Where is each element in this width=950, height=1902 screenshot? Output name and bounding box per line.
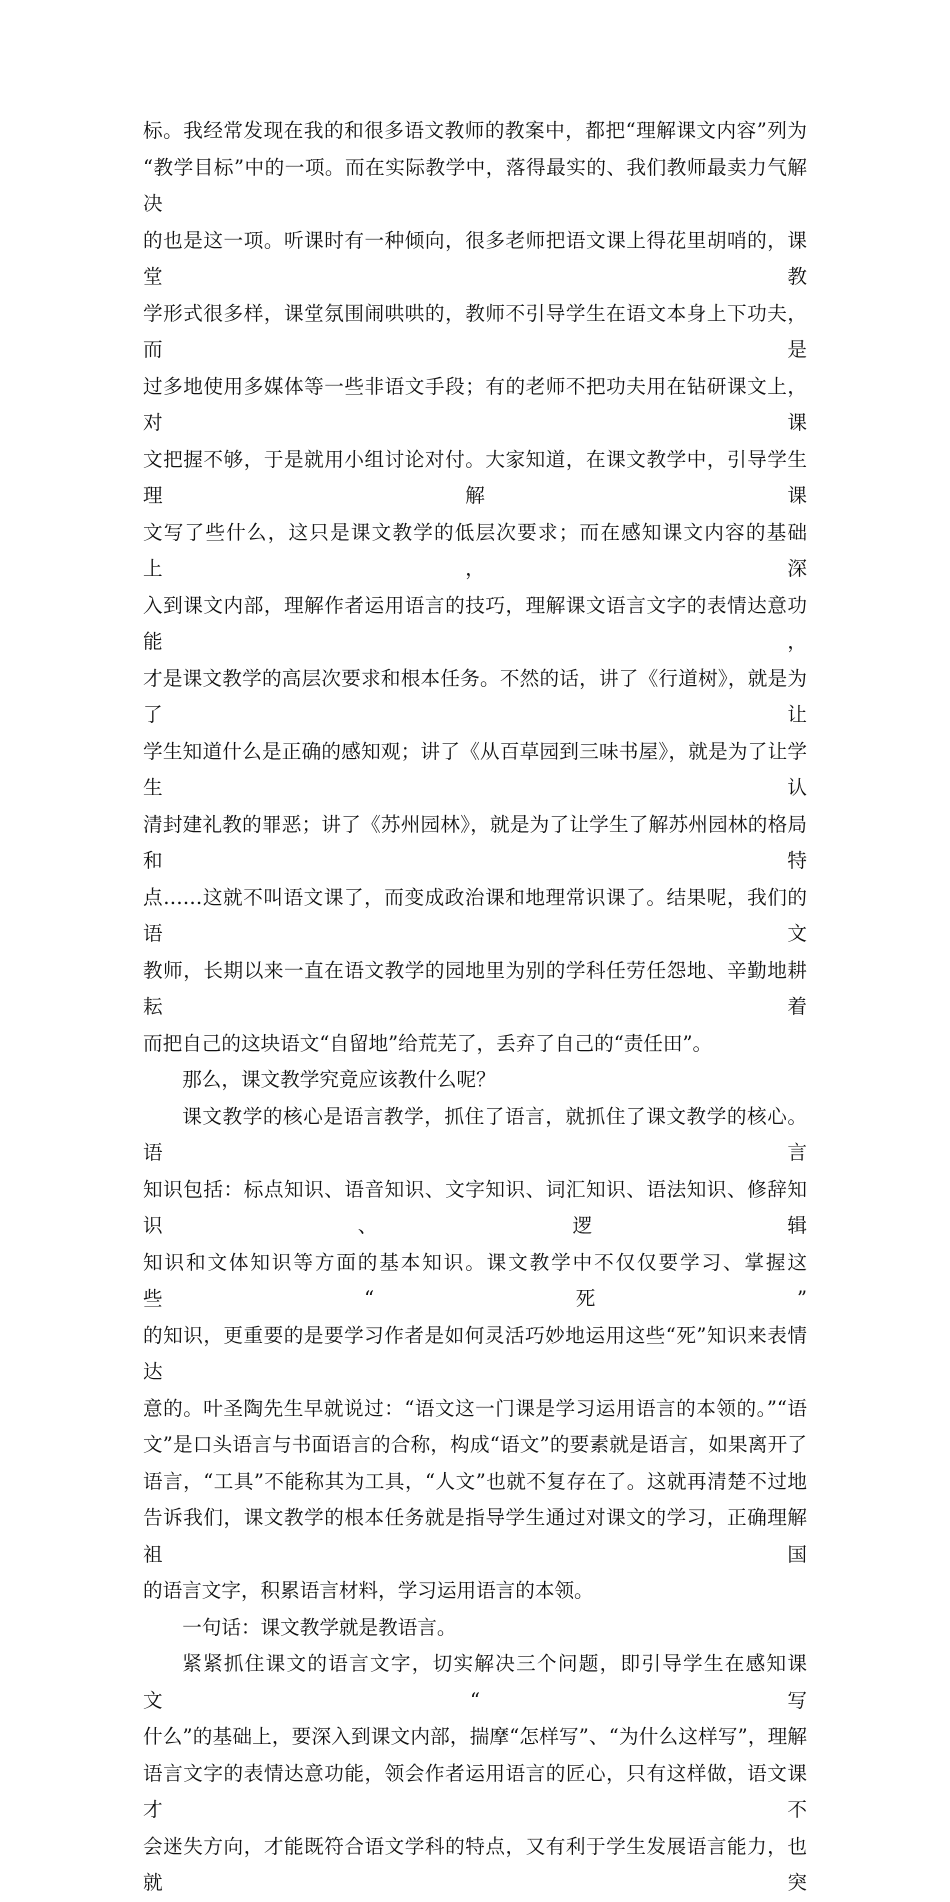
text-line: 知识包括：标点知识、语音知识、文字知识、词汇知识、语法知识、修辞知识、逻辑: [143, 1177, 807, 1237]
text-line: “教学目标”中的一项。而在实际教学中，落得最实的、我们教师最卖力气解决: [143, 155, 807, 215]
text-line: 文写了些什么，这只是课文教学的低层次要求；而在感知课文内容的基础上，深: [143, 520, 807, 580]
text-line: 入到课文内部，理解作者运用语言的技巧，理解课文语言文字的表情达意功能，: [143, 593, 807, 653]
text-line: 而把自己的这块语文“自留地”给荒芜了，丢弃了自己的“责任田”。: [143, 1031, 713, 1055]
text-line: 文把握不够，于是就用小组讨论对付。大家知道，在课文教学中，引导学生理解课: [143, 447, 807, 507]
text-line: 学生知道什么是正确的感知观；讲了《从百草园到三味书屋》，就是为了让学生认: [143, 739, 807, 799]
text-line: 过多地使用多媒体等一些非语文手段；有的老师不把功夫用在钻研课文上，对课: [143, 374, 807, 434]
text-line: 的也是这一项。听课时有一种倾向，很多老师把语文课上得花里胡哨的，课堂教: [143, 228, 807, 288]
text-line: 什么”的基础上，要深入到课文内部，揣摩“怎样写”、“为什么这样写”，理解: [143, 1725, 807, 1748]
text-line: 的语言文字，积累语言材料，学习运用语言的本领。: [143, 1579, 594, 1602]
text-line: 课文教学的核心是语言教学，抓住了语言，就抓住了课文教学的核心。语言: [143, 1104, 807, 1164]
text-line: 的知识，更重要的是要学习作者是如何灵活巧妙地运用这些“死”知识来表情达: [143, 1323, 807, 1383]
paragraph-question: 那么，课文教学究竟应该教什么呢？: [182, 1068, 496, 1091]
text-line: 紧紧抓住课文的语言文字，切实解决三个问题，即引导学生在感知课文“写: [143, 1652, 807, 1712]
text-line: 意的。叶圣陶先生早就说过：“语文这一门课是学习运用语言的本领的。”“语: [143, 1396, 807, 1420]
text-line: 知识和文体知识等方面的基本知识。课文教学中不仅仅要学习、掌握这些“死”: [143, 1250, 807, 1310]
paragraph-summary: 一句话：课文教学就是教语言。: [182, 1615, 457, 1639]
text-line: 学形式很多样，课堂氛围闹哄哄的，教师不引导学生在语文本身上下功夫，而是: [143, 301, 807, 361]
text-line: 标。我经常发现在我的和很多语文教师的教案中，都把“理解课文内容”列为: [143, 119, 807, 142]
text-line: 清封建礼教的罪恶；讲了《苏州园林》，就是为了让学生了解苏州园林的格局和特: [143, 812, 807, 872]
text-line: 点……这就不叫语文课了，而变成政治课和地理常识课了。结果呢，我们的语文: [143, 885, 807, 945]
text-line: 教师，长期以来一直在语文教学的园地里为别的学科任劳任怨地、辛勤地耕耘着: [143, 958, 807, 1018]
text-line: 语言文字的表情达意功能，领会作者运用语言的匠心，只有这样做，语文课才不: [143, 1761, 807, 1821]
text-line: 才是课文教学的高层次要求和根本任务。不然的话，讲了《行道树》，就是为了让: [143, 666, 807, 726]
text-line: 文”是口头语言与书面语言的合称，构成“语文”的要素就是语言，如果离开了: [143, 1433, 807, 1456]
text-line: 语言，“工具”不能称其为工具，“人文”也就不复存在了。这就再清楚不过地: [143, 1469, 807, 1493]
body-text: [143, 113, 807, 1902]
text-line: 会迷失方向，才能既符合语文学科的特点，又有利于学生发展语言能力，也就突: [143, 1834, 807, 1894]
text-line: 告诉我们，课文教学的根本任务就是指导学生通过对课文的学习，正确理解祖国: [143, 1506, 807, 1566]
